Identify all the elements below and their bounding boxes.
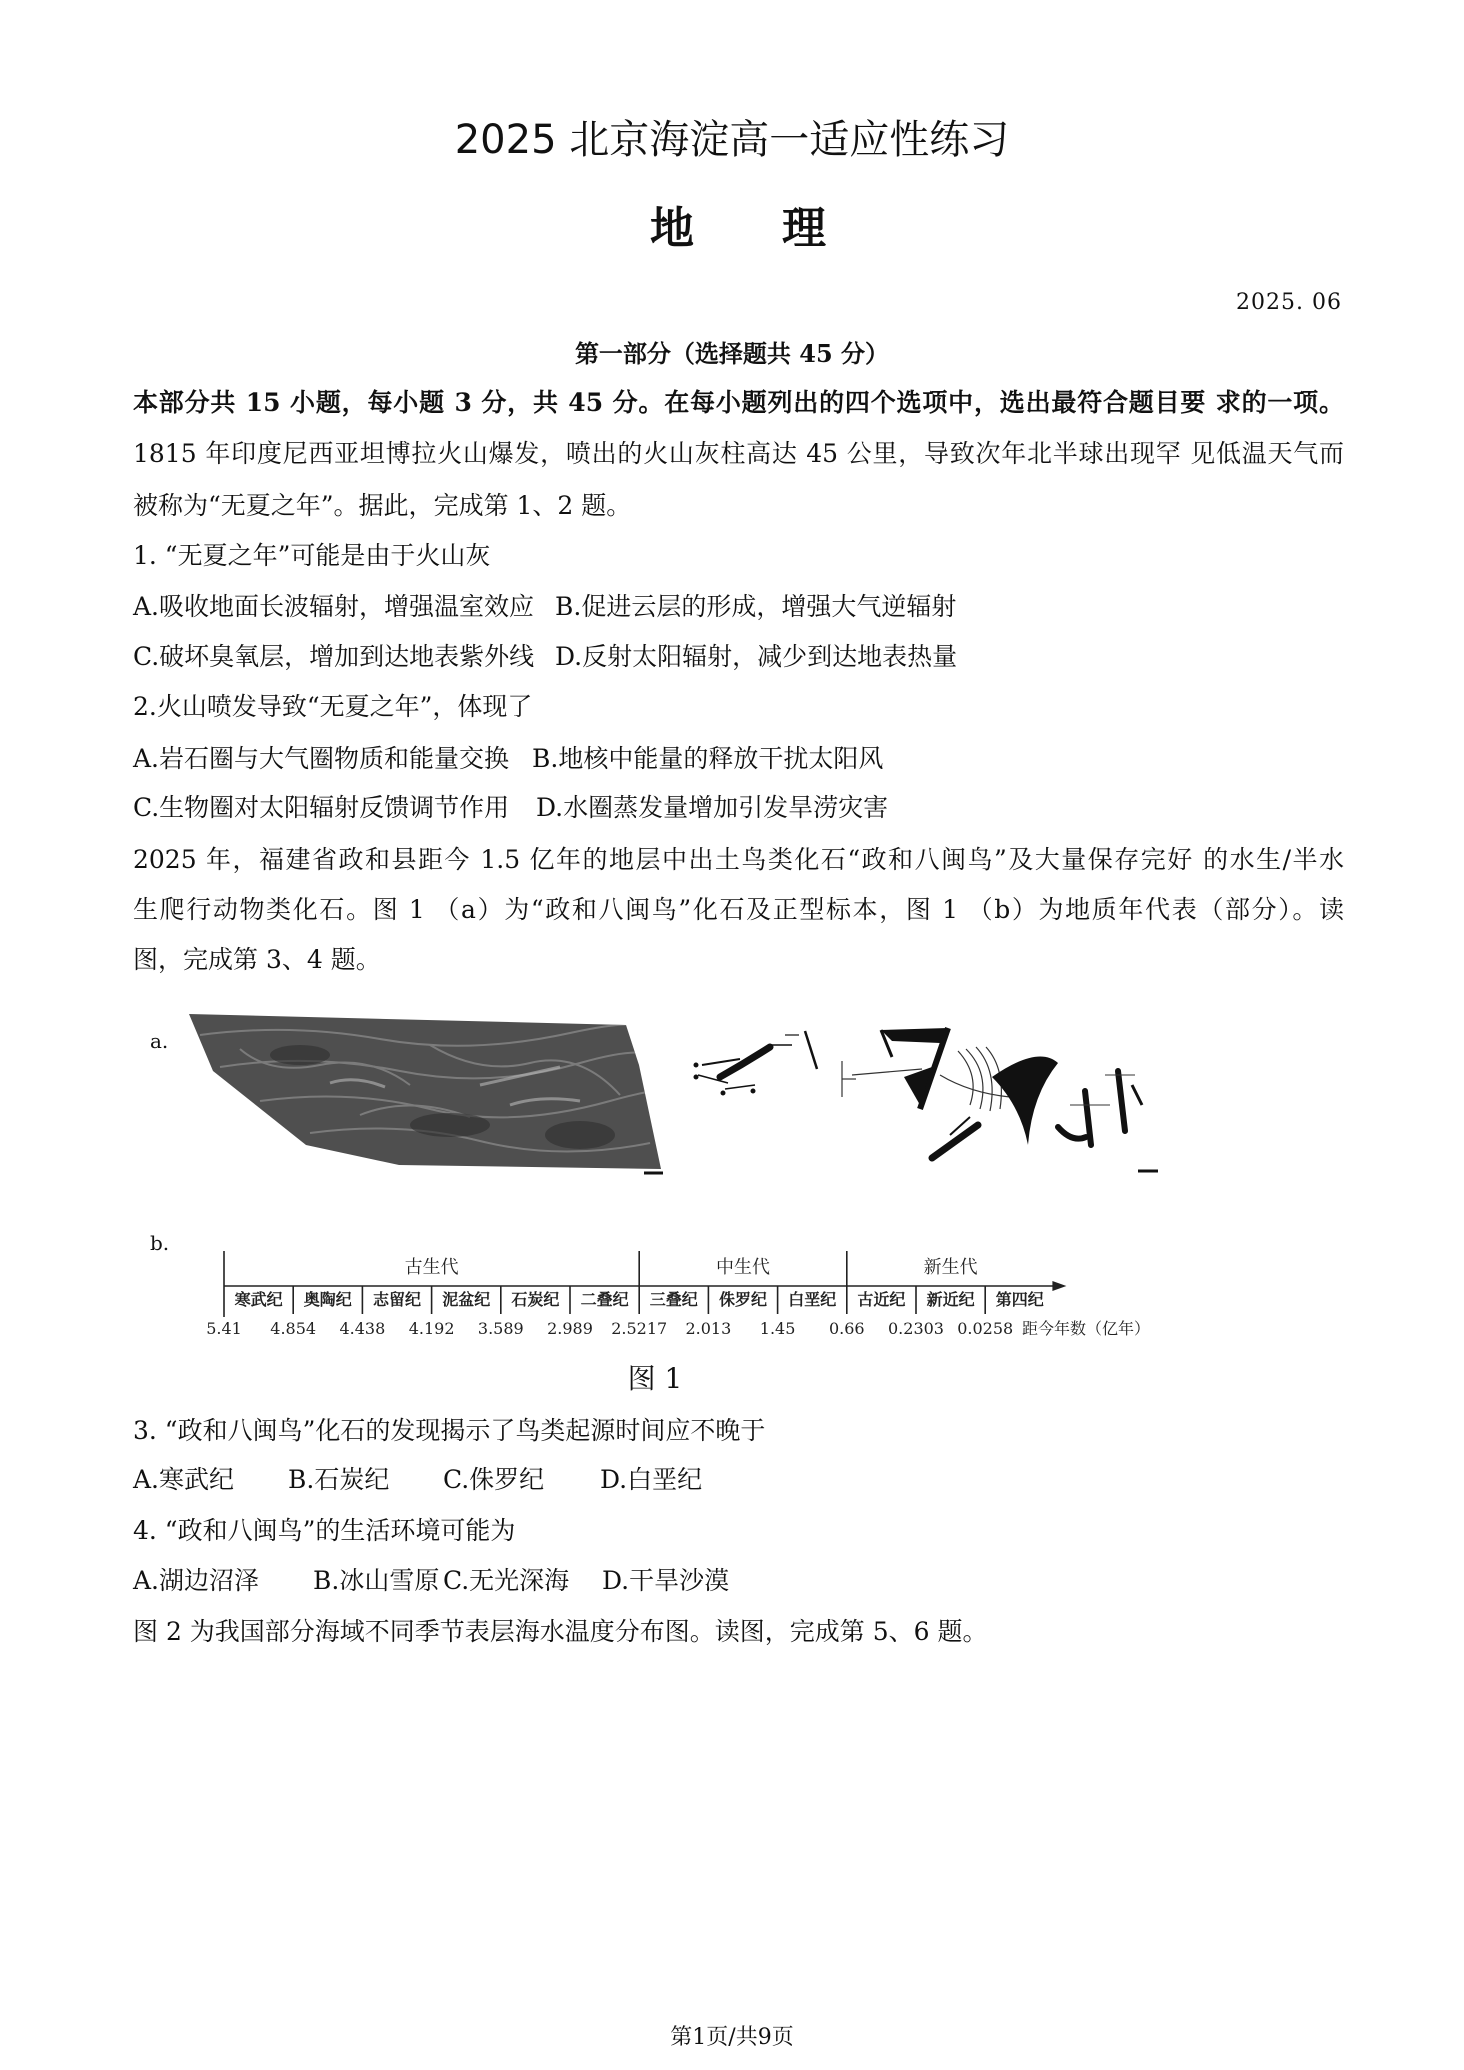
question-3-option-c: C.侏罗纪 [443,1465,545,1494]
period-label: 寒武纪 [234,1290,283,1309]
subject-char-2: 理 [782,203,826,254]
passage-2-line: 生爬行动物类化石。图 1 （a）为“政和八闽鸟”化石及正型标本，图 1 （b）为地质年代表（部分）。读 [133,895,1344,924]
question-4-option-a: A.湖边沼泽 [133,1566,260,1595]
period-label: 二叠纪 [580,1290,629,1309]
specimen-drawing-2 [842,1028,1158,1171]
section-instructions: 本部分共 15 小题，每小题 3 分，共 45 分。在每小题列出的四个选项中，选出最符合题目要 求的一项。 [133,388,1344,417]
question-3-option-b: B.石炭纪 [288,1465,390,1494]
exam-date: 2025. 06 [1236,290,1342,315]
section-heading: 第一部分（选择题共 45 分） [574,339,890,368]
geologic-timeline [200,1240,1190,1350]
period-label: 新近纪 [926,1290,975,1309]
passage-2-line: 图，完成第 3、4 题。 [133,945,381,974]
boundary-age-label: 4.438 [339,1319,386,1338]
subject-char-1: 地 [650,203,694,254]
question-2-option-b: B.地核中能量的释放干扰太阳风 [532,744,884,773]
passage-1-line: 1815 年印度尼西亚坦博拉火山爆发，喷出的火山灰柱高达 45 公里，导致次年北半球出现罕 见低温天气而 [133,439,1344,468]
question-1-option-d: D.反射太阳辐射，减少到达地表热量 [555,642,958,671]
question-4-option-b: B.冰山雪原 [313,1566,440,1595]
period-label: 奥陶纪 [303,1290,352,1309]
era-label: 新生代 [923,1257,978,1278]
question-3-option-d: D.白垩纪 [600,1465,703,1494]
boundary-age-label: 3.589 [477,1319,524,1338]
boundary-age-label: 4.854 [270,1319,317,1338]
question-1-option-b: B.促进云层的形成，增强大气逆辐射 [555,592,957,621]
period-label: 志留纪 [372,1290,422,1309]
period-label: 石炭纪 [511,1290,560,1309]
question-1-stem: 1. “无夏之年”可能是由于火山灰 [133,541,491,570]
period-label: 泥盆纪 [442,1290,491,1309]
era-label: 古生代 [404,1257,459,1278]
era-label: 中生代 [716,1257,770,1278]
figure-1a-fossil-images [180,1005,1190,1185]
boundary-age-label: 1.45 [759,1319,796,1338]
boundary-age-label: 2.5217 [611,1319,668,1338]
figure-1a-label: a. [150,1029,169,1053]
question-2-option-c: C.生物圈对太阳辐射反馈调节作用 [133,793,510,822]
boundary-age-label: 0.66 [828,1319,865,1338]
boundary-age-label: 4.192 [408,1319,455,1338]
axis-unit-label: 距今年数（亿年） [1022,1319,1151,1338]
question-4-option-d: D.干旱沙漠 [602,1566,730,1595]
question-1-option-a: A.吸收地面长波辐射，增强温室效应 [133,592,535,621]
period-label: 古近纪 [857,1290,906,1309]
boundary-age-label: 5.41 [206,1319,242,1338]
figure-2-intro: 图 2 为我国部分海域不同季节表层海水温度分布图。读图，完成第 5、6 题。 [133,1617,988,1646]
question-3-stem: 3. “政和八闽鸟”化石的发现揭示了鸟类起源时间应不晚于 [133,1416,766,1445]
figure-1b-label: b. [150,1231,170,1255]
question-4-stem: 4. “政和八闽鸟”的生活环境可能为 [133,1516,516,1545]
boundary-age-label: 2.013 [685,1319,732,1338]
boundary-age-label: 0.2303 [888,1319,944,1338]
question-1-option-c: C.破坏臭氧层，增加到达地表紫外线 [133,642,535,671]
question-4-option-c: C.无光深海 [443,1566,570,1595]
boundary-age-label: 0.0258 [957,1319,1014,1338]
fossil-photo [189,1014,681,1169]
period-label: 第四纪 [995,1290,1044,1309]
figure-1-caption: 图 1 [627,1362,683,1395]
exam-title: 2025 北京海淀高一适应性练习 [454,117,1010,163]
boundary-age-label: 2.989 [547,1319,593,1338]
period-label: 三叠纪 [649,1290,698,1309]
question-2-stem: 2.火山喷发导致“无夏之年”，体现了 [133,692,533,721]
passage-2-line: 2025 年，福建省政和县距今 1.5 亿年的地层中出土鸟类化石“政和八闽鸟”及大量保存完好 的水生/半水 [133,845,1345,874]
period-label: 侏罗纪 [718,1290,768,1309]
question-2-option-a: A.岩石圈与大气圈物质和能量交换 [133,744,510,773]
specimen-drawing-1 [694,1031,817,1095]
passage-1-line: 被称为“无夏之年”。据此，完成第 1、2 题。 [133,491,632,520]
page-number: 第1页/共9页 [670,2025,794,2050]
question-3-option-a: A.寒武纪 [133,1465,235,1494]
axis-arrowhead [1052,1281,1066,1291]
period-label: 白垩纪 [788,1290,837,1309]
question-2-option-d: D.水圈蒸发量增加引发旱涝灾害 [536,793,889,822]
